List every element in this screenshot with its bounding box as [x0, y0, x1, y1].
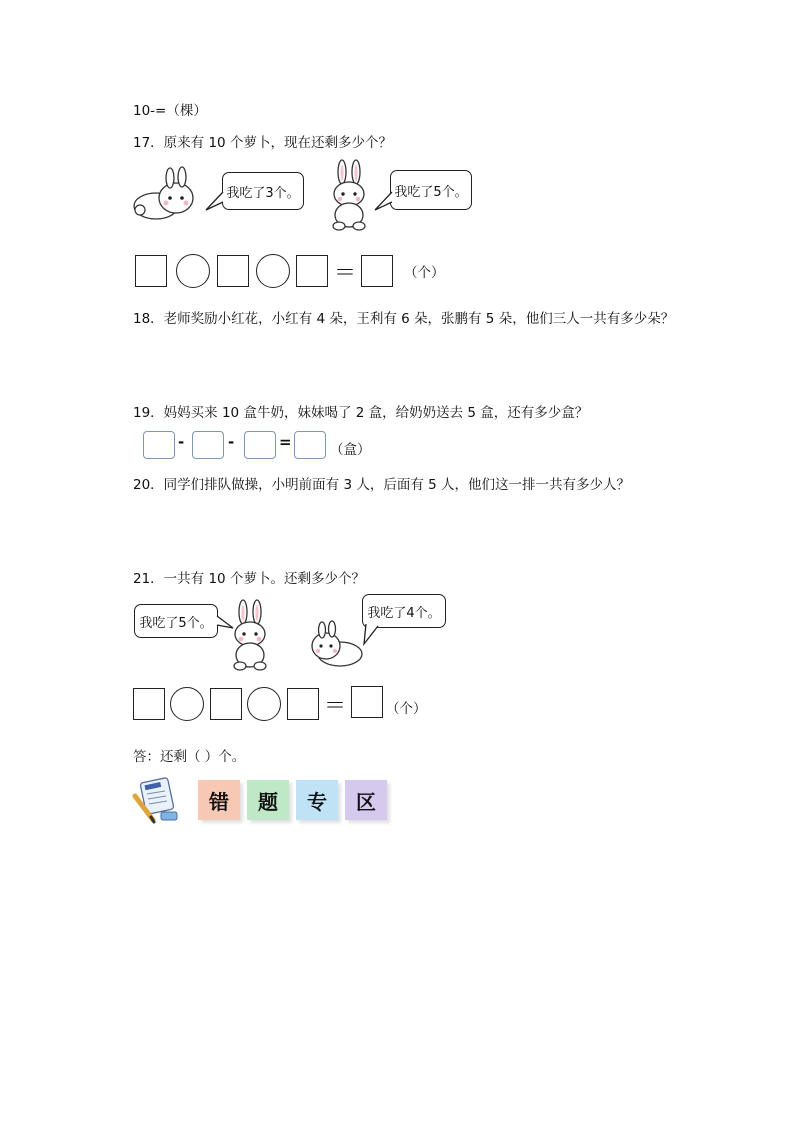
answer-line: 答：还剩（ ）个。 [133, 749, 246, 765]
operator-circle[interactable] [247, 687, 281, 721]
answer-box[interactable] [287, 688, 319, 720]
bubble-tail-icon [206, 192, 226, 212]
unit-label: （个） [386, 701, 427, 717]
lying-rabbit-illustration [308, 624, 364, 668]
speech-bubble-1: 我吃了5个。 [134, 604, 218, 638]
question-21-text: 21．一共有 10 个萝卜。还剩多少个？ [133, 571, 365, 587]
speech-bubble-2: 我吃了4个。 [362, 594, 446, 628]
answer-box[interactable] [210, 688, 242, 720]
result-box[interactable] [361, 255, 393, 287]
question-17-text: 17．原来有 10 个萝卜，现在还剩多少个？ [133, 135, 392, 151]
top-line: 10-=（棵） [133, 103, 207, 119]
error-zone-char: 区 [345, 780, 387, 820]
sitting-rabbit-illustration [328, 160, 370, 230]
answer-box[interactable] [296, 255, 328, 287]
operator-circle[interactable] [256, 254, 290, 288]
question-19-text: 19．妈妈买来 10 盒牛奶，妹妹喝了 2 盒，给奶奶送去 5 盒，还有多少盒？ [133, 405, 589, 421]
result-box[interactable] [294, 431, 326, 459]
equals-sign: ＝ [334, 261, 357, 286]
result-box[interactable] [351, 686, 383, 718]
question-18-text: 18．老师奖励小红花，小红有 4 朵，王利有 6 朵，张鹏有 5 朵，他们三人一共有多少朵？ [133, 311, 675, 327]
equals-sign: ＝ [324, 694, 347, 719]
answer-box[interactable] [217, 255, 249, 287]
minus-sign: - [178, 433, 185, 451]
minus-sign: - [228, 433, 235, 451]
notebook-pencil-icon [133, 778, 183, 824]
operator-circle[interactable] [170, 687, 204, 721]
question-20-text: 20．同学们排队做操，小明前面有 3 人，后面有 5 人，他们这一排一共有多少人？ [133, 477, 631, 493]
lying-rabbit-illustration [132, 172, 202, 224]
error-zone-char: 题 [247, 780, 289, 820]
error-zone-char: 专 [296, 780, 338, 820]
answer-box[interactable] [244, 431, 276, 459]
equals-sign: = [279, 433, 292, 451]
answer-box[interactable] [192, 431, 224, 459]
operator-circle[interactable] [176, 254, 210, 288]
answer-box[interactable] [135, 255, 167, 287]
error-zone-char: 错 [198, 780, 240, 820]
speech-bubble-1: 我吃了3个。 [222, 172, 304, 210]
answer-box[interactable] [133, 688, 165, 720]
bubble-tail-icon [362, 624, 384, 646]
bubble-tail-icon [375, 192, 395, 212]
speech-bubble-2: 我吃了5个。 [390, 170, 472, 210]
unit-label: （盒） [330, 442, 371, 458]
answer-box[interactable] [143, 431, 175, 459]
unit-label: （个） [404, 265, 445, 281]
sitting-rabbit-illustration [229, 600, 271, 670]
